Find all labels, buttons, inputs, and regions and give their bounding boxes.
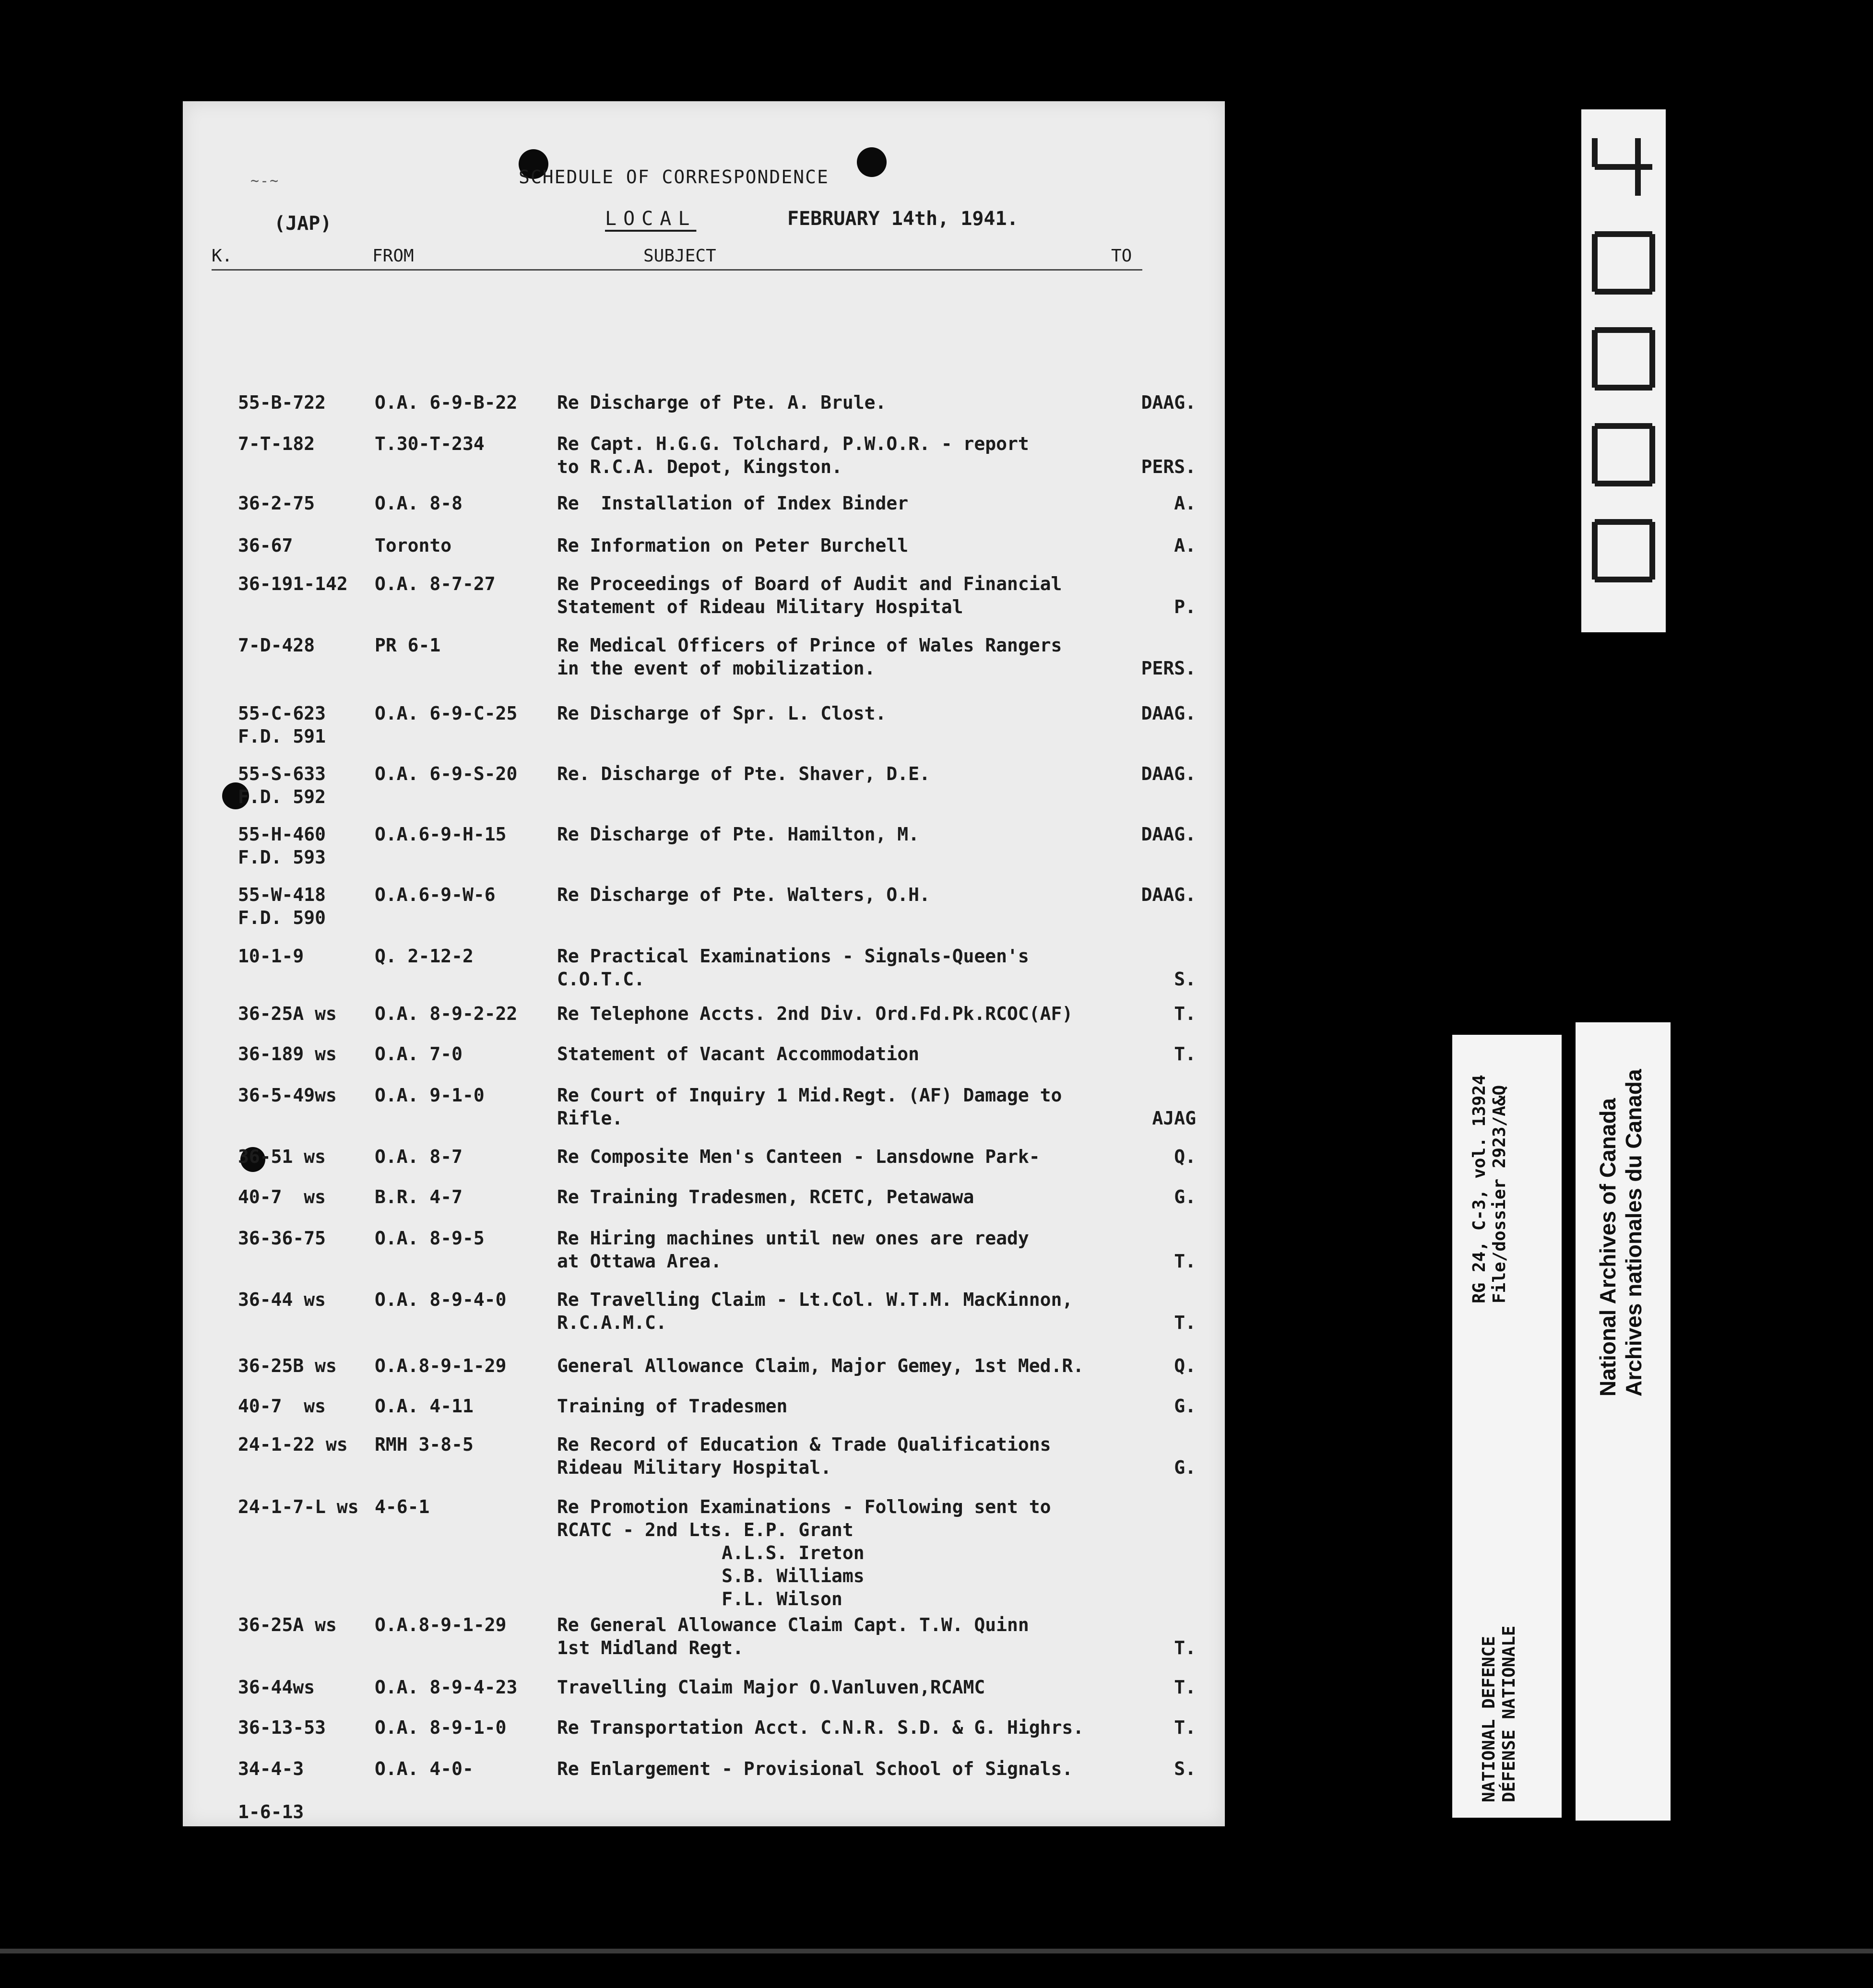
k-cell: 55-W-418 F.D. 590 (238, 884, 326, 928)
subject-cell: Re Discharge of Pte. Walters, O.H. (557, 884, 930, 905)
k-cell: 40-7 ws (238, 1186, 326, 1207)
from-cell: O.A. 7-0 (375, 1043, 463, 1065)
correspondence-sheet (183, 101, 1225, 1826)
column-header-from: FROM (372, 246, 414, 266)
from-cell: O.A. 9-1-0 (375, 1085, 485, 1106)
to-cell: T. (1174, 1043, 1196, 1065)
to-cell: Q. (1174, 1146, 1196, 1167)
subject-cell: Re Court of Inquiry 1 Mid.Regt. (AF) Damage to Rifle. (557, 1085, 1062, 1129)
to-cell: G. (1174, 1457, 1196, 1478)
frame-digit (1595, 330, 1652, 388)
subject-cell: Re Promotion Examinations - Following sent to RCATC - 2nd Lts. E.P. Grant A.L.S. Ireton S.B. Williams F.L. Wilson (557, 1496, 1051, 1609)
to-cell: A. (1174, 535, 1196, 556)
k-cell: 36-44 ws (238, 1289, 326, 1310)
k-cell: 36-67 (238, 535, 293, 556)
subject-cell: Re Transportation Acct. C.N.R. S.D. & G. Highrs. (557, 1717, 1084, 1738)
to-cell: T. (1174, 1251, 1196, 1272)
from-cell: O.A. 8-8 (375, 493, 463, 514)
frame-number-strip (1581, 109, 1666, 632)
subject-cell: Statement of Vacant Accommodation (557, 1043, 919, 1065)
subject-cell: General Allowance Claim, Major Gemey, 1st Med.R. (557, 1355, 1084, 1376)
from-cell: O.A.6-9-H-15 (375, 824, 507, 845)
k-cell: 36-13-53 (238, 1717, 326, 1738)
archives-name: National Archives of Canada Archives nationales du Canada (1595, 1069, 1646, 1396)
k-cell: 36-5-49ws (238, 1085, 337, 1106)
k-cell: 36-36-75 (238, 1228, 326, 1249)
from-cell: O.A. 8-9-4-23 (375, 1677, 518, 1698)
frame-digit (1595, 426, 1652, 484)
series-code: (JAP) (274, 213, 332, 235)
from-cell: O.A. 6-9-C-25 (375, 703, 518, 724)
from-cell: O.A. 8-9-1-0 (375, 1717, 507, 1738)
to-cell: DAAG. (1141, 824, 1196, 845)
from-cell: O.A.8-9-1-29 (375, 1355, 507, 1376)
subject-cell: Re Information on Peter Burchell (557, 535, 909, 556)
subject-cell: Re General Allowance Claim Capt. T.W. Quinn 1st Midland Regt. (557, 1614, 1029, 1658)
k-cell: 55-S-633 F.D. 592 (238, 763, 326, 807)
from-cell: T.30-T-234 (375, 433, 485, 454)
column-header-k: K. (212, 246, 233, 266)
to-cell: DAAG. (1141, 763, 1196, 784)
k-cell: 36-25B ws (238, 1355, 337, 1376)
to-cell: P. (1174, 596, 1196, 617)
to-cell: AJAG (1152, 1108, 1196, 1129)
punch-hole-right (857, 147, 887, 177)
to-cell: Q. (1174, 1355, 1196, 1376)
to-cell: DAAG. (1141, 884, 1196, 905)
from-cell: O.A. 8-9-4-0 (375, 1289, 507, 1310)
to-cell: S. (1174, 1758, 1196, 1779)
archive-reference: RG 24, C-3, vol. 13924 File/dossier 2923/A&Q (1470, 1075, 1509, 1303)
subject-cell: Re Capt. H.G.G. Tolchard, P.W.O.R. - report to R.C.A. Depot, Kingston. (557, 433, 1029, 477)
k-cell: 36-189 ws (238, 1043, 337, 1065)
subject-cell: Re Medical Officers of Prince of Wales Rangers in the event of mobilization. (557, 635, 1062, 679)
department-label: NATIONAL DEFENCE DÉFENSE NATIONALE (1479, 1625, 1519, 1802)
scanner-edge-line (0, 1949, 1873, 1953)
subject-cell: Re Discharge of Pte. Hamilton, M. (557, 824, 919, 845)
archives-label-strip (1576, 1022, 1671, 1821)
k-cell: 1-6-13 (238, 1801, 304, 1822)
to-cell: PERS. (1141, 456, 1196, 477)
from-cell: O.A. 8-7 (375, 1146, 463, 1167)
k-cell: 36-25A ws (238, 1614, 337, 1635)
header-rule (212, 269, 1142, 271)
to-cell: T. (1174, 1312, 1196, 1333)
frame-digit (1595, 522, 1652, 580)
document-date: FEBRUARY 14th, 1941. (787, 208, 1019, 230)
subject-cell: Re Record of Education & Trade Qualifications Rideau Military Hospital. (557, 1434, 1051, 1478)
to-cell: G. (1174, 1186, 1196, 1207)
column-header-subject: SUBJECT (643, 246, 716, 266)
from-cell: O.A. 4-0- (375, 1758, 474, 1779)
k-cell: 36-191-142 (238, 573, 348, 594)
subject-cell: Re. Discharge of Pte. Shaver, D.E. (557, 763, 930, 784)
from-cell: Toronto (375, 535, 452, 556)
from-cell: Q. 2-12-2 (375, 946, 474, 967)
from-cell: O.A. 4-11 (375, 1396, 474, 1417)
k-cell: 34-4-3 (238, 1758, 304, 1779)
to-cell: DAAG. (1141, 703, 1196, 724)
from-cell: O.A. 8-9-2-22 (375, 1003, 518, 1024)
subject-cell: Re Training Tradesmen, RCETC, Petawawa (557, 1186, 974, 1207)
from-cell: B.R. 4-7 (375, 1186, 463, 1207)
from-cell: 4-6-1 (375, 1496, 430, 1517)
k-cell: 7-T-182 (238, 433, 315, 454)
k-cell: 24-1-7-L ws (238, 1496, 359, 1517)
subject-cell: Re Installation of Index Binder (557, 493, 909, 514)
subject-cell: Re Composite Men's Canteen - Lansdowne Park- (557, 1146, 1040, 1167)
subject-cell: Travelling Claim Major O.Vanluven,RCAMC (557, 1677, 985, 1698)
from-cell: O.A.6-9-W-6 (375, 884, 496, 905)
to-cell: S. (1174, 969, 1196, 990)
to-cell: T. (1174, 1637, 1196, 1658)
from-cell: O.A. 6-9-S-20 (375, 763, 518, 784)
subject-cell: Training of Tradesmen (557, 1396, 788, 1417)
to-cell: T. (1174, 1717, 1196, 1738)
to-cell: T. (1174, 1677, 1196, 1698)
column-header-to: TO (1111, 246, 1132, 266)
subject-cell: Re Discharge of Spr. L. Clost. (557, 703, 887, 724)
frame-number-digits (1581, 109, 1666, 632)
k-cell: 36-25A ws (238, 1003, 337, 1024)
reference-label-strip (1452, 1035, 1562, 1818)
corner-mark: ~-~ (250, 173, 280, 189)
k-cell: 7-D-428 (238, 635, 315, 656)
to-cell: A. (1174, 493, 1196, 514)
k-cell: 36-44ws (238, 1677, 315, 1698)
document-title: SCHEDULE OF CORRESPONDENCE (519, 166, 829, 188)
k-cell: 10-1-9 (238, 946, 304, 967)
to-cell: PERS. (1141, 658, 1196, 679)
subject-cell: Re Hiring machines until new ones are ready at Ottawa Area. (557, 1228, 1029, 1272)
k-cell: 36-51 ws (238, 1146, 326, 1167)
subject-cell: Re Proceedings of Board of Audit and Financial Statement of Rideau Military Hospital (557, 573, 1062, 617)
frame-digit (1595, 138, 1652, 196)
subject-cell: Re Telephone Accts. 2nd Div. Ord.Fd.Pk.RCOC(AF) (557, 1003, 1073, 1024)
k-cell: 55-B-722 (238, 392, 326, 413)
from-cell: O.A.8-9-1-29 (375, 1614, 507, 1635)
from-cell: PR 6-1 (375, 635, 441, 656)
frame-digit (1595, 234, 1652, 292)
to-cell: DAAG. (1141, 392, 1196, 413)
k-cell: 36-2-75 (238, 493, 315, 514)
k-cell: 24-1-22 ws (238, 1434, 348, 1455)
k-cell: 55-H-460 F.D. 593 (238, 824, 326, 868)
k-cell: 55-C-623 F.D. 591 (238, 703, 326, 747)
to-cell: T. (1174, 1003, 1196, 1024)
from-cell: O.A. 6-9-B-22 (375, 392, 518, 413)
from-cell: O.A. 8-7-27 (375, 573, 496, 594)
to-cell: G. (1174, 1396, 1196, 1417)
subject-cell: Re Practical Examinations - Signals-Queen's C.O.T.C. (557, 946, 1029, 990)
from-cell: RMH 3-8-5 (375, 1434, 474, 1455)
subject-cell: Re Discharge of Pte. A. Brule. (557, 392, 887, 413)
subject-cell: Re Travelling Claim - Lt.Col. W.T.M. MacKinnon, R.C.A.M.C. (557, 1289, 1073, 1333)
location-label: LOCAL (605, 208, 697, 230)
subject-cell: Re Enlargement - Provisional School of Signals. (557, 1758, 1073, 1779)
k-cell: 40-7 ws (238, 1396, 326, 1417)
from-cell: O.A. 8-9-5 (375, 1228, 485, 1249)
